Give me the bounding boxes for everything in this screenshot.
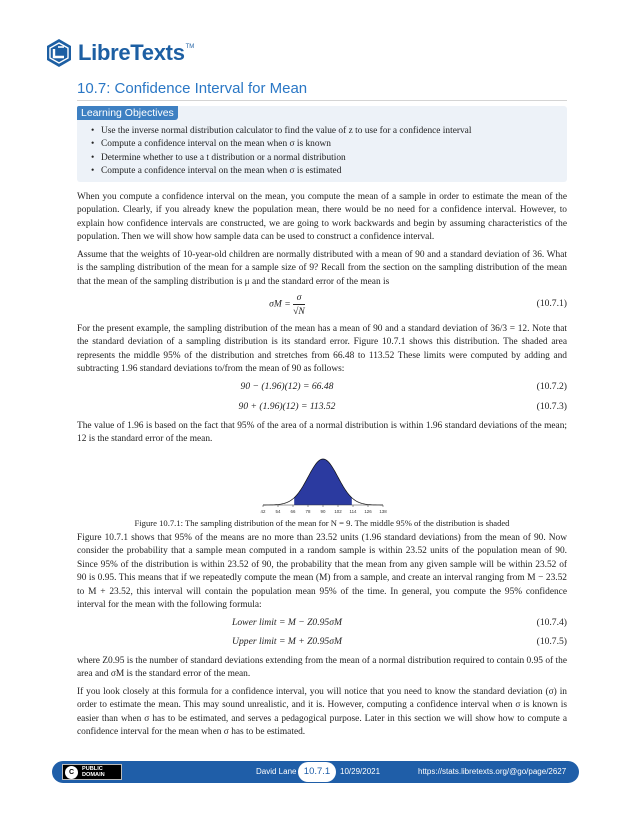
objective-item: • Compute a confidence interval on the mean when σ is known — [91, 138, 471, 151]
libretexts-logo-icon — [44, 38, 74, 68]
normal-distribution-figure — [258, 453, 388, 515]
equation-lhs: σM = — [269, 298, 291, 310]
paragraph-intro: When you compute a confidence interval on the mean, you compute the mean of a sample in order to estimate the mean of the population. Clearly, if you already knew the population mean, there would be no need for a confidence interval. However, to explain how confidence intervals are constructed, we are going to work backwards and begin by assuming characteristics of the population. Then we will show how sample data can be used to construct a confidence interval. — [77, 192, 567, 243]
paragraph-probability: Figure 10.7.1 shows that 95% of the means are no more than 23.52 units (1.96 standard deviations) from the mean of 90. Now consider the probability that a sample mean computed in a random sample is within 23.52 units of the population mean of 90. Since 95% of the distribution is within 23.52 of 90, the probability that the mean from any given sample will be within 23.52 of 90 is 0.95. This means that if we repeatedly compute the mean (M) from a sample, and create an interval ranging from M − 23.52 to M + 23.52, this interval will contain the population mean 95% of the time. In general, you compute the 95% confidence interval for the mean with the following formula: — [77, 533, 567, 611]
page-footer — [52, 761, 579, 783]
equation-expression: Upper limit = M + Z0.95σM — [232, 636, 342, 647]
objective-item: • Use the inverse normal distribution calculator to find the value of z to use for a confidence interval — [91, 125, 471, 138]
fraction-numerator: σ — [293, 292, 305, 305]
x-axis-tick-label: 90 — [320, 509, 326, 514]
fraction-denominator: √N — [293, 306, 305, 317]
paragraph-example: For the present example, the sampling distribution of the mean has a mean of 90 and a standard deviation of 36/3 = 12. Note that the standard deviation of a sampling distribution is its standard error. Figure 10.7.1 shows this distribution. The shaded area represents the middle 95% of the distribution and stretches from 66.48 to 113.52 These limits were computed by adding and subtracting 1.96 standard deviations to/from the mean of 90 as follows: — [77, 324, 567, 375]
footer-author: David Lane — [256, 767, 297, 776]
public-domain-badge[interactable] — [62, 764, 122, 780]
footer-url[interactable]: https://stats.libretexts.org/@go/page/2627 — [418, 767, 567, 776]
equation-fraction — [293, 292, 305, 317]
equation-number: (10.7.5) — [536, 636, 567, 647]
logo-wordmark: LibreTexts — [78, 40, 185, 65]
x-axis-tick-label: 42 — [260, 509, 266, 514]
libretexts-logo[interactable] — [44, 38, 194, 68]
public-domain-icon: C — [65, 766, 78, 779]
equation-10-7-5 — [77, 636, 567, 650]
page-title: 10.7: Confidence Interval for Mean — [77, 80, 308, 97]
learning-objectives-box — [77, 106, 567, 182]
equation-number: (10.7.2) — [536, 381, 567, 392]
equation-number: (10.7.1) — [536, 298, 567, 309]
figure-caption: Figure 10.7.1: The sampling distribution of the mean for N = 9. The middle 95% of the distribution is shaded — [134, 518, 510, 528]
title-divider — [77, 100, 567, 101]
footer-date: 10/29/2021 — [340, 767, 381, 776]
x-axis-tick-label: 138 — [379, 509, 387, 514]
equation-10-7-1 — [77, 290, 567, 320]
paragraph-explanation: The value of 1.96 is based on the fact that 95% of the area of a normal distribution is within 1.96 standard deviations of the mean; 12 is the standard error of the mean. — [77, 421, 567, 445]
x-axis-tick-label: 126 — [364, 509, 372, 514]
equation-expression: Lower limit = M − Z0.95σM — [232, 617, 342, 628]
equation-10-7-2 — [77, 381, 567, 395]
paragraph-closing: If you look closely at this formula for a confidence interval, you will notice that you need to know the standard deviation (σ) in order to estimate the mean. This may sound unrealistic, and it is. However, computing a confidence interval when σ is known is easier than when σ has to be estimated, and serves a pedagogical purpose. Later in this section we will show how to compute a confidence interval for the mean when σ has to be estimated. — [77, 687, 567, 738]
logo-trademark: TM — [185, 44, 195, 50]
equation-expression: 90 − (1.96)(12) = 66.48 — [240, 381, 334, 392]
shaded-95-percent-area — [294, 459, 352, 505]
equation-number: (10.7.4) — [536, 617, 567, 628]
objective-item: • Compute a confidence interval on the mean when σ is estimated — [91, 165, 471, 178]
footer-page-number: 10.7.1 — [298, 762, 336, 782]
learning-objectives-label: Learning Objectives — [77, 106, 178, 120]
learning-objectives-list — [91, 125, 471, 179]
paragraph-z-definition: where Z0.95 is the number of standard deviations extending from the mean of a normal distribution required to contain 0.95 of the area and σM is the standard error of the mean. — [77, 656, 567, 680]
x-axis-tick-label: 66 — [290, 509, 296, 514]
license-label — [82, 766, 105, 778]
x-axis-tick-label: 102 — [334, 509, 342, 514]
axis-tick-layer — [261, 505, 388, 514]
equation-10-7-3 — [77, 401, 567, 415]
equation-number: (10.7.3) — [536, 401, 567, 412]
license-line-2: DOMAIN — [82, 772, 105, 778]
paragraph-assumption: Assume that the weights of 10-year-old children are normally distributed with a mean of 90 and a standard deviation of 36. What is the sampling distribution of the mean for a sample size of 9? Recall from the section on the sampling distribution of the mean that the mean of the sampling distribution is μ and the standard error of the mean is — [77, 250, 567, 287]
objective-item: • Determine whether to use a t distribution or a normal distribution — [91, 152, 471, 165]
x-axis-tick-label: 114 — [349, 509, 357, 514]
license-line-1: PUBLIC — [82, 765, 103, 772]
x-axis-tick-label: 78 — [305, 509, 311, 514]
equation-10-7-4 — [77, 617, 567, 631]
curve-layer — [263, 459, 383, 505]
equation-expression: 90 + (1.96)(12) = 113.52 — [238, 401, 336, 412]
x-axis-tick-label: 54 — [275, 509, 281, 514]
